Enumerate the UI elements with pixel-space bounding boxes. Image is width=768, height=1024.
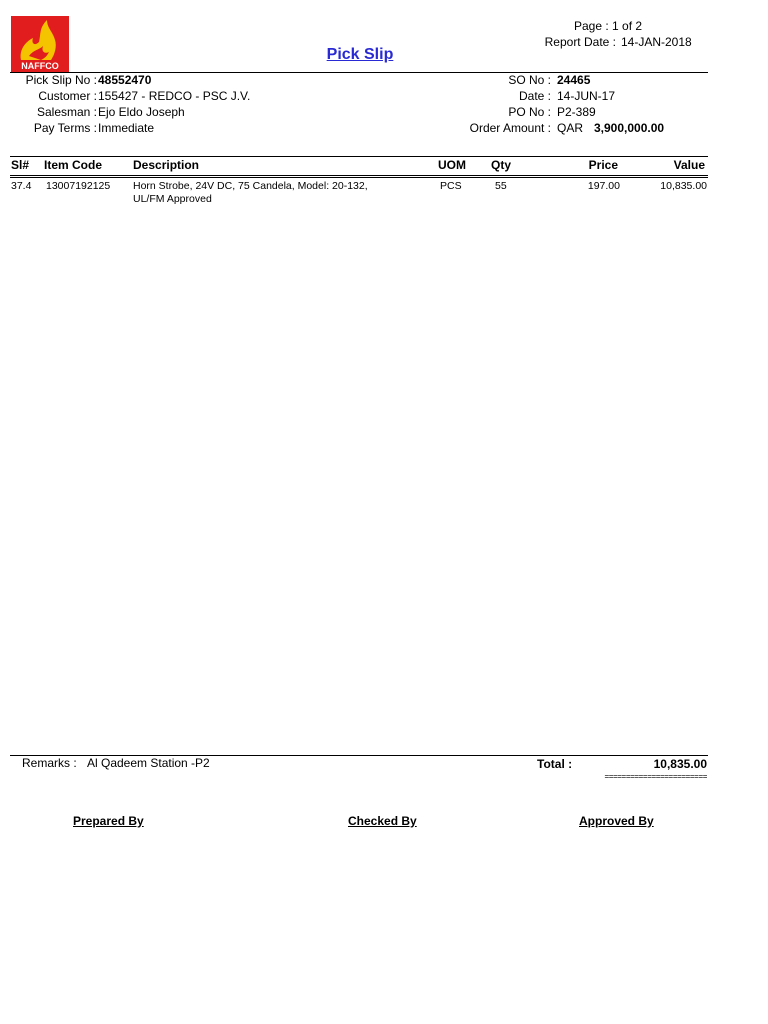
order-amount: 3,900,000.00 <box>594 121 665 135</box>
remarks-value: Al Qadeem Station -P2 <box>87 756 210 770</box>
pay-terms-value: Immediate <box>98 121 155 135</box>
col-header-description: Description <box>133 158 200 172</box>
col-header-qty: Qty <box>491 158 512 172</box>
row-value: 10,835.00 <box>660 180 707 192</box>
customer-value: 155427 - REDCO - PSC J.V. <box>98 89 251 103</box>
row-uom: PCS <box>440 180 462 192</box>
col-header-item-code: Item Code <box>44 158 103 172</box>
currency: QAR <box>557 121 584 135</box>
col-header-uom: UOM <box>438 158 466 172</box>
table-header-rule-2 <box>10 177 708 178</box>
total-double-rule: ======================== <box>604 772 707 781</box>
po-label: PO No : <box>508 105 551 119</box>
report-date-label: Report Date : <box>544 35 616 49</box>
checked-by-label: Checked By <box>348 814 417 828</box>
page-number: Page : 1 of 2 <box>574 19 643 33</box>
pick-slip-number: 48552470 <box>98 73 152 87</box>
col-header-sl: Sl# <box>11 158 30 172</box>
row-description-line1: Horn Strobe, 24V DC, 75 Candela, Model: 20-132, <box>133 180 368 192</box>
remarks-label: Remarks : <box>22 756 77 770</box>
page-title: Pick Slip <box>326 46 394 63</box>
col-header-value: Value <box>673 158 705 172</box>
pay-terms-label: Pay Terms : <box>33 121 97 135</box>
so-label: SO No : <box>508 73 551 87</box>
salesman-label: Salesman : <box>36 105 97 119</box>
row-price: 197.00 <box>587 180 620 192</box>
naffco-logo <box>11 16 69 72</box>
order-amount-label: Order Amount : <box>469 121 551 135</box>
logo-text: NAFFCO <box>21 61 59 71</box>
salesman-value: Ejo Eldo Joseph <box>98 105 185 119</box>
prepared-by-label: Prepared By <box>73 814 144 828</box>
col-header-price: Price <box>588 158 618 172</box>
po-number: P2-389 <box>557 105 596 119</box>
date-value: 14-JUN-17 <box>557 89 616 103</box>
total-value: 10,835.00 <box>653 757 707 771</box>
table-top-rule <box>10 156 708 157</box>
pick-slip-label: Pick Slip No : <box>25 73 97 87</box>
customer-label: Customer : <box>38 89 97 103</box>
date-label: Date : <box>518 89 551 103</box>
row-sl: 37.4 <box>11 180 32 192</box>
row-item-code: 13007192125 <box>46 180 111 192</box>
approved-by-label: Approved By <box>579 814 654 828</box>
report-date: 14-JAN-2018 <box>621 35 692 49</box>
so-number: 24465 <box>557 73 591 87</box>
row-qty: 55 <box>495 180 507 192</box>
row-description-line2: UL/FM Approved <box>133 193 212 205</box>
total-label: Total : <box>537 757 573 771</box>
table-header-rule <box>10 175 708 176</box>
